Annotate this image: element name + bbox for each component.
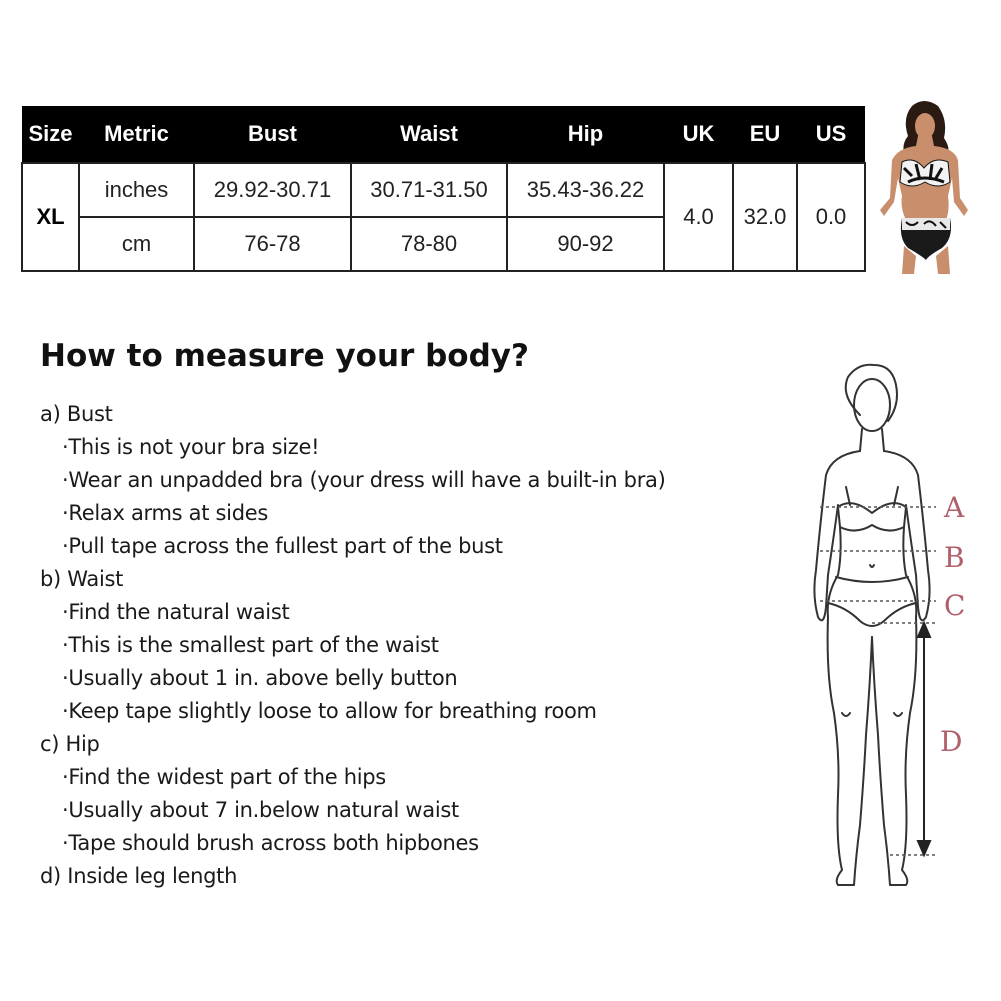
body-outline bbox=[814, 365, 929, 885]
us-cell: 0.0 bbox=[797, 163, 865, 271]
model-photo bbox=[872, 98, 976, 274]
instruction-step: ·Wear an unpadded bra (your dress will have a built-in bra) bbox=[62, 468, 666, 492]
bust-cell: 29.92-30.71 bbox=[194, 163, 351, 217]
instruction-step: ·Pull tape across the fullest part of the bust bbox=[62, 534, 503, 558]
body-measurement-diagram bbox=[790, 355, 980, 900]
size-cell: XL bbox=[22, 163, 79, 271]
measurement-instructions bbox=[40, 398, 780, 893]
instruction-step: ·This is the smallest part of the waist bbox=[62, 633, 439, 657]
table-header-row bbox=[22, 106, 865, 163]
label-a: A bbox=[944, 491, 965, 524]
header-us: US bbox=[797, 106, 865, 163]
guide-title: How to measure your body? bbox=[40, 338, 529, 374]
section-heading-bust: a) Bust bbox=[40, 402, 113, 426]
instruction-step: ·Find the natural waist bbox=[62, 600, 290, 624]
section-heading-waist: b) Waist bbox=[40, 567, 124, 591]
instruction-step: ·Tape should brush across both hipbones bbox=[62, 831, 479, 855]
section-heading-hip: c) Hip bbox=[40, 732, 100, 756]
instruction-step: ·Find the widest part of the hips bbox=[62, 765, 386, 789]
header-hip: Hip bbox=[507, 106, 664, 163]
section-heading-inside-leg: d) Inside leg length bbox=[40, 864, 238, 888]
waist-cell: 30.71-31.50 bbox=[351, 163, 507, 217]
hip-cell: 35.43-36.22 bbox=[507, 163, 664, 217]
label-c: C bbox=[944, 589, 966, 622]
header-bust: Bust bbox=[194, 106, 351, 163]
instruction-step: ·Usually about 1 in. above belly button bbox=[62, 666, 458, 690]
waist-cell: 78-80 bbox=[351, 217, 507, 271]
label-b: B bbox=[944, 541, 965, 574]
metric-cell: cm bbox=[79, 217, 194, 271]
metric-cell: inches bbox=[79, 163, 194, 217]
instruction-step: ·This is not your bra size! bbox=[62, 435, 320, 459]
header-size: Size bbox=[22, 106, 79, 163]
eu-cell: 32.0 bbox=[733, 163, 797, 271]
header-uk: UK bbox=[664, 106, 733, 163]
header-metric: Metric bbox=[79, 106, 194, 163]
instruction-step: ·Relax arms at sides bbox=[62, 501, 268, 525]
hip-cell: 90-92 bbox=[507, 217, 664, 271]
table-row bbox=[22, 163, 865, 217]
header-waist: Waist bbox=[351, 106, 507, 163]
label-d: D bbox=[940, 725, 963, 758]
size-chart-table bbox=[21, 106, 866, 272]
bust-cell: 76-78 bbox=[194, 217, 351, 271]
uk-cell: 4.0 bbox=[664, 163, 733, 271]
header-eu: EU bbox=[733, 106, 797, 163]
instruction-step: ·Usually about 7 in.below natural waist bbox=[62, 798, 459, 822]
inside-leg-arrow bbox=[918, 623, 930, 855]
instruction-step: ·Keep tape slightly loose to allow for breathing room bbox=[62, 699, 597, 723]
